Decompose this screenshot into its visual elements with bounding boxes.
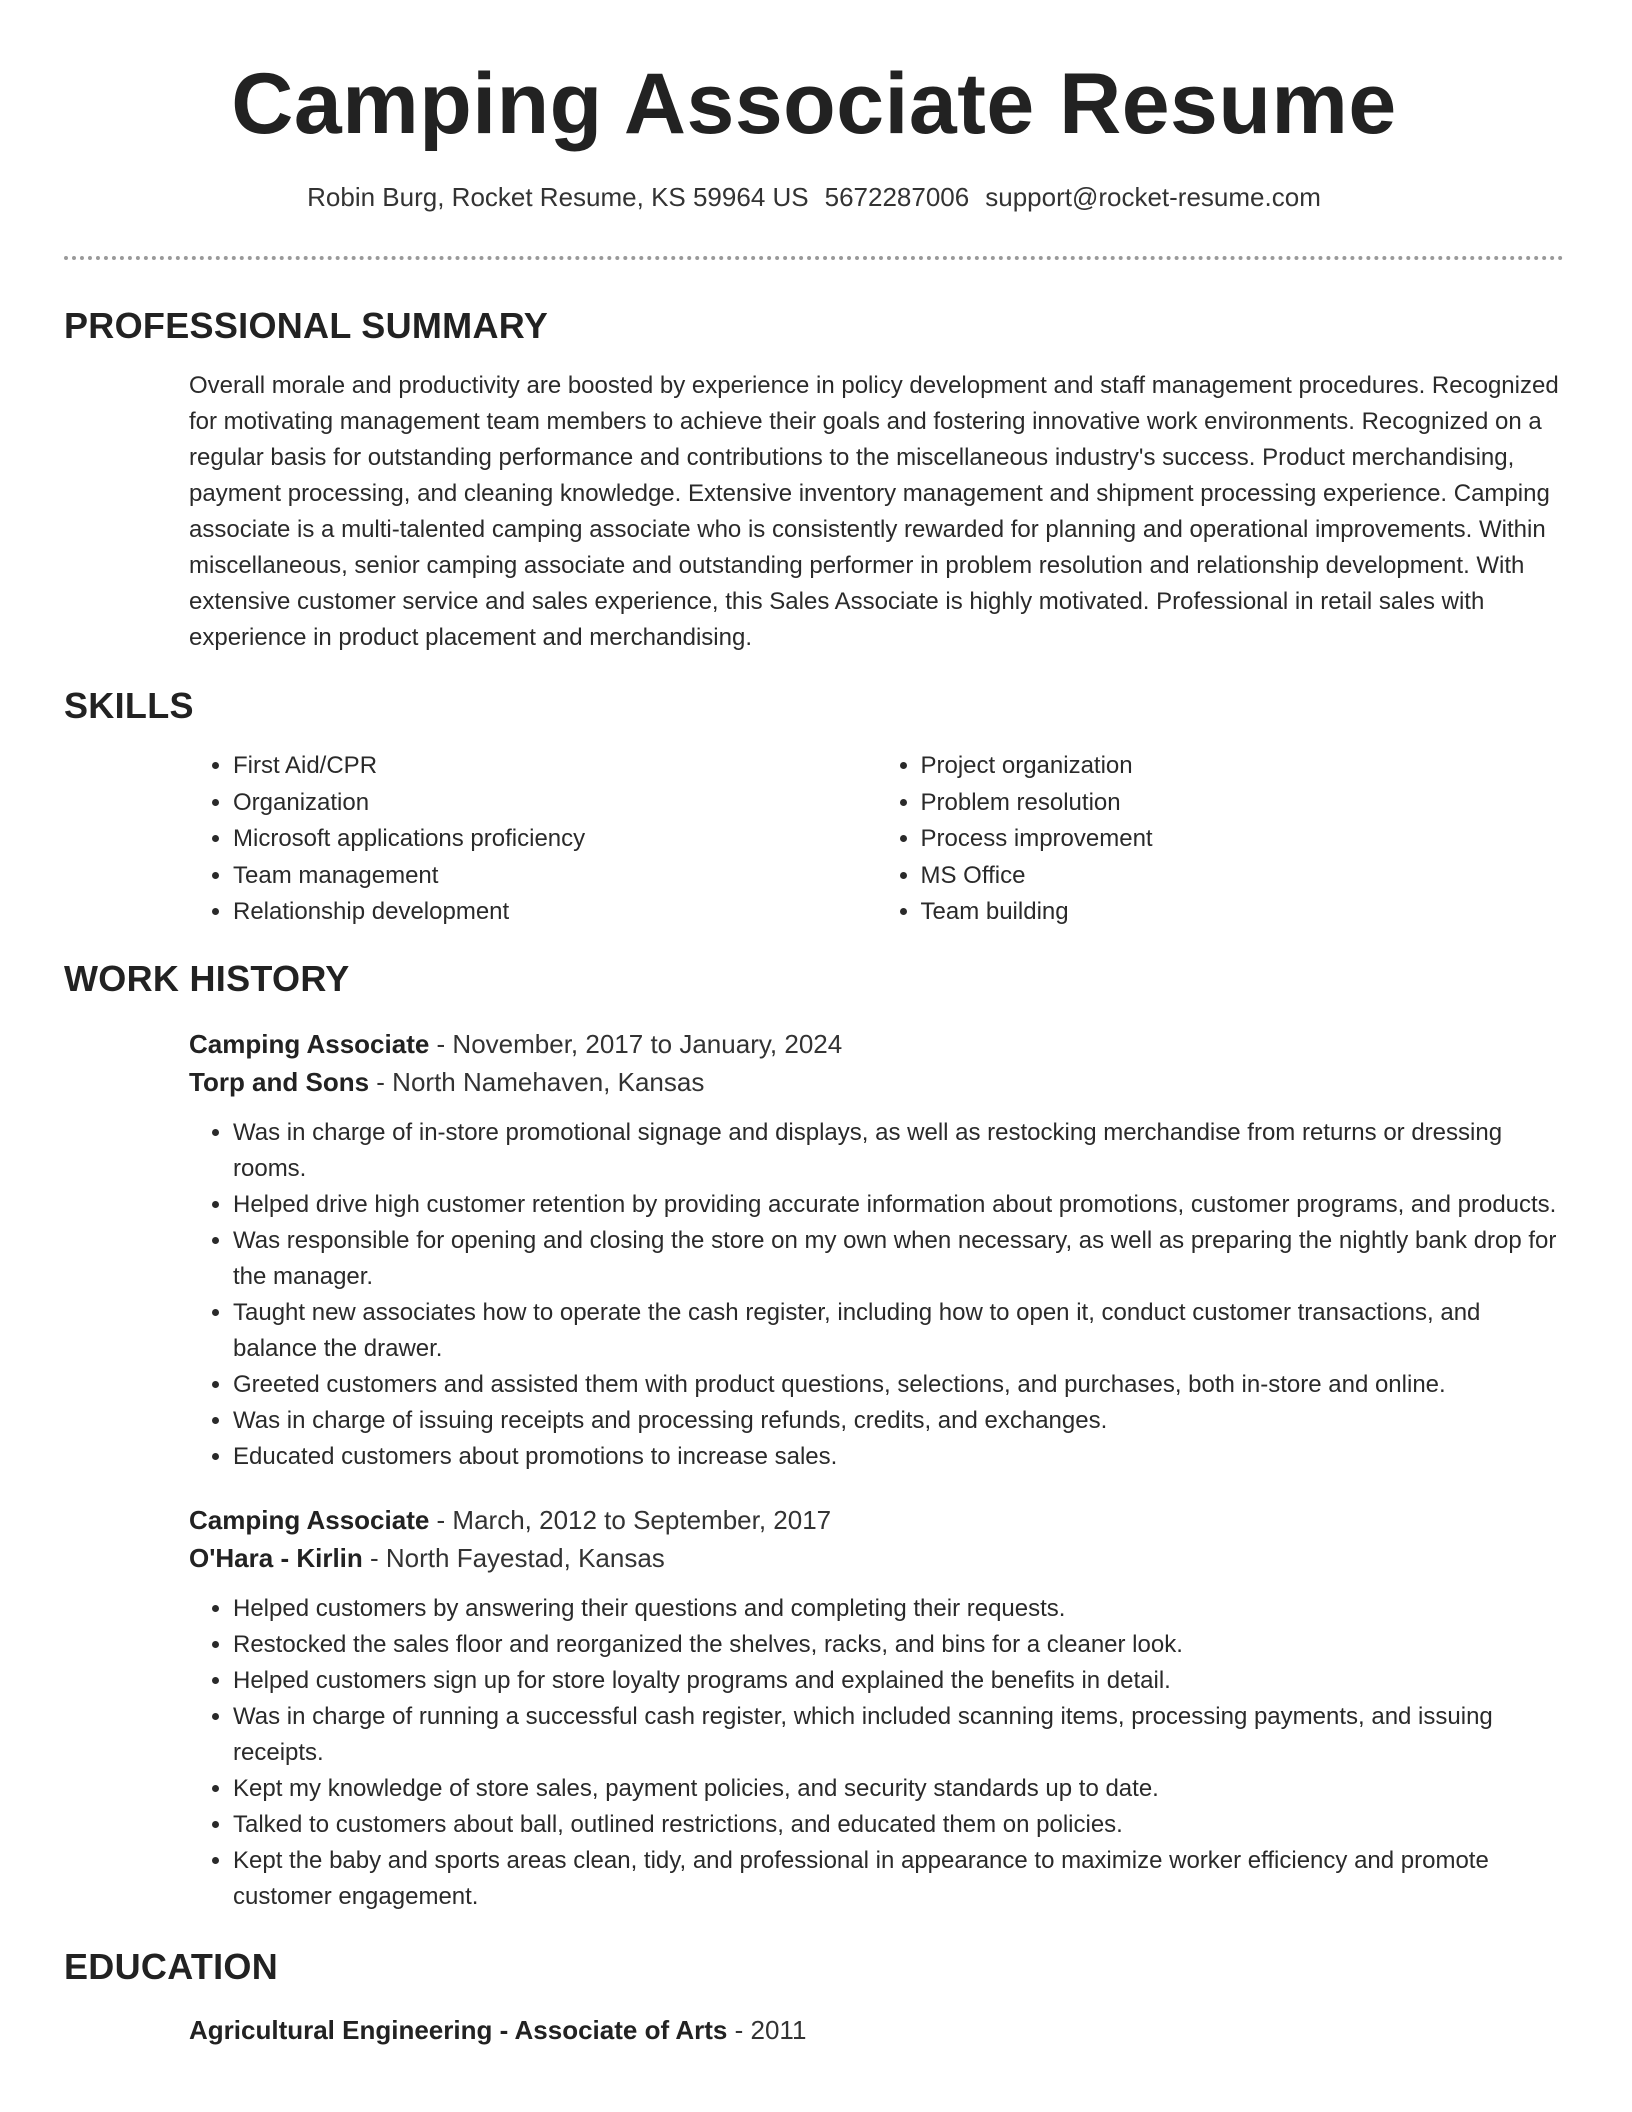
skill-item: • Microsoft applications proficiency (233, 821, 877, 858)
summary-text: Overall morale and productivity are boosted by experience in policy development and staff management procedures. Recognized for motivating management team members to achieve their goals and fostering innovative work environments. Recognized on a regular basis for outstanding performance and contributions to the miscellaneous industry's success. Product merchandising, payment processing, and cleaning knowledge. Extensive inventory management and shipment processing experience. Camping associate is a multi-talented camping associate who is consistently rewarded for planning and operational improvements. Within miscellaneous, senior camping associate and outstanding performer in problem resolution and relationship development. With extensive customer service and sales experience, this Sales Associate is highly motivated. Professional in retail sales with experience in product placement and merchandising. (189, 372, 1559, 651)
skill-item: • Problem resolution (921, 785, 1565, 822)
job-duty: • Was in charge of issuing receipts and processing refunds, credits, and exchanges. (233, 1403, 1564, 1439)
job-role: Camping Associate (189, 1028, 430, 1059)
skills-column-right (877, 748, 1565, 931)
job-company-line (189, 1539, 1564, 1577)
education-year: - 2011 (727, 2014, 807, 2045)
job-company: O'Hara - Kirlin (189, 1542, 363, 1573)
job-duty: • Was in charge of in-store promotional signage and displays, as well as restocking merchandise from returns or dressing rooms. (233, 1115, 1564, 1187)
job-entry (189, 1501, 1564, 1915)
skill-item: • Process improvement (921, 821, 1565, 858)
job-duty: • Taught new associates how to operate the cash register, including how to open it, conduct customer transactions, and balance the drawer. (233, 1295, 1564, 1367)
skills-heading: SKILLS (64, 685, 194, 726)
job-duty: • Helped customers by answering their questions and completing their requests. (233, 1591, 1564, 1627)
skill-item: • Team building (921, 894, 1565, 931)
job-duty: • Helped customers sign up for store loyalty programs and explained the benefits in detail. (233, 1663, 1564, 1699)
skills-column-left (189, 748, 877, 931)
skill-item: • Organization (233, 785, 877, 822)
job-role: Camping Associate (189, 1504, 430, 1535)
job-company: Torp and Sons (189, 1066, 370, 1097)
job-dates: - November, 2017 to January, 2024 (429, 1028, 843, 1059)
job-duty: • Talked to customers about ball, outlined restrictions, and educated them on policies. (233, 1807, 1564, 1843)
contact-line (64, 180, 1564, 214)
education-heading: EDUCATION (64, 1945, 279, 1987)
job-dates: - March, 2012 to September, 2017 (429, 1504, 832, 1535)
header-divider (64, 256, 1564, 260)
contact-email: support@rocket-resume.com (985, 182, 1321, 212)
job-title-line (189, 1501, 1564, 1539)
contact-phone: 5672287006 (824, 182, 970, 212)
education-entry (189, 2011, 1564, 2049)
job-duties (189, 1115, 1564, 1475)
job-location: - North Namehaven, Kansas (369, 1066, 705, 1097)
job-location: - North Fayestad, Kansas (362, 1542, 665, 1573)
job-duty: • Was in charge of running a successful cash register, which included scanning items, processing payments, and issuing receipts. (233, 1699, 1564, 1771)
job-duty: • Educated customers about promotions to increase sales. (233, 1439, 1564, 1475)
job-duty: • Restocked the sales floor and reorganized the shelves, racks, and bins for a cleaner look. (233, 1627, 1564, 1663)
job-duty: • Was responsible for opening and closing the store on my own when necessary, as well as preparing the nightly bank drop for the manager. (233, 1223, 1564, 1295)
contact-address: Robin Burg, Rocket Resume, KS 59964 US (307, 182, 809, 212)
work-history-heading: WORK HISTORY (64, 957, 350, 999)
resume-title: Camping Associate Resume (231, 56, 1397, 152)
education-degree-line (189, 2011, 1564, 2049)
skills-list (189, 748, 1564, 931)
job-company-line (189, 1063, 1564, 1101)
skill-item: • Relationship development (233, 894, 877, 931)
summary-heading: PROFESSIONAL SUMMARY (64, 305, 549, 346)
education-degree: Agricultural Engineering - Associate of Arts (189, 2014, 728, 2045)
skill-item: • First Aid/CPR (233, 748, 877, 785)
skill-item: • MS Office (921, 858, 1565, 895)
job-duty: • Greeted customers and assisted them with product questions, selections, and purchases, both in-store and online. (233, 1367, 1564, 1403)
job-duty: • Helped drive high customer retention by providing accurate information about promotions, customer programs, and products. (233, 1187, 1564, 1223)
skill-item: • Project organization (921, 748, 1565, 785)
job-title-line (189, 1025, 1564, 1063)
job-duties (189, 1591, 1564, 1915)
job-entry (189, 1025, 1564, 1475)
skill-item: • Team management (233, 858, 877, 895)
resume-header (64, 0, 1564, 214)
job-duty: • Kept my knowledge of store sales, payment policies, and security standards up to date. (233, 1771, 1564, 1807)
job-duty: • Kept the baby and sports areas clean, tidy, and professional in appearance to maximize worker efficiency and promote customer engagement. (233, 1843, 1564, 1915)
